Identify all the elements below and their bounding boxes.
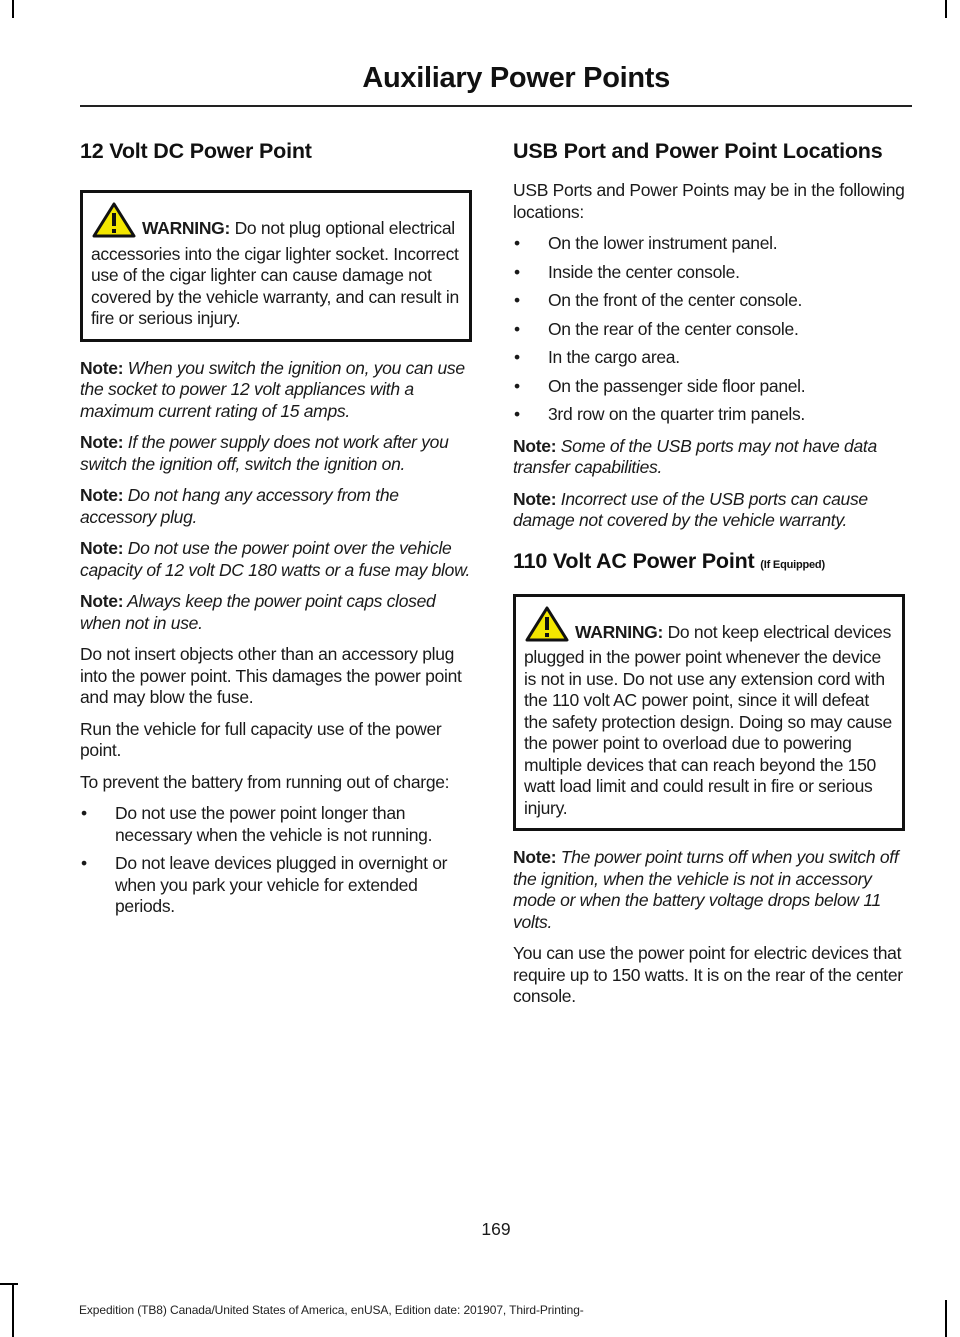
bullet-dot: • [514, 318, 520, 339]
warning-box [80, 190, 472, 342]
note-label: Note: [80, 357, 124, 378]
list-item-text: Do not leave devices plugged in overnight or when you park your vehicle for extended periods. [115, 853, 448, 916]
page-number: 169 [481, 1219, 511, 1239]
list-item [513, 262, 905, 284]
note-text: Do not use the power point over the vehicle capacity of 12 volt DC 180 watts or a fuse may blow. [80, 538, 471, 580]
page-title: Auxiliary Power Points [362, 62, 670, 94]
note-label: Note: [80, 591, 124, 611]
note-text: Incorrect use of the USB ports can cause damage not covered by the vehicle warranty. [513, 488, 868, 530]
left-column [80, 140, 472, 928]
warning-label: WARNING: [142, 218, 231, 238]
bullet-dot: • [514, 404, 520, 424]
bullet-dot: • [514, 233, 520, 253]
paragraph: Run the vehicle for full capacity use of the power point. [80, 718, 442, 760]
crop-mark [945, 1300, 947, 1337]
note-label: Note: [513, 488, 557, 509]
list-item [513, 233, 905, 255]
note-text: Always keep the power point caps closed when not in use. [80, 591, 436, 633]
warning-triangle-icon [525, 606, 569, 648]
bullet-dot: • [514, 347, 520, 367]
crop-mark [0, 1283, 18, 1285]
bullet-list [80, 803, 472, 918]
bullet-list [513, 233, 905, 426]
list-item [513, 290, 905, 312]
warning-text: Do not keep electrical devices plugged in the power point whenever the device is not in use. Do not use any extension cord with the 110 volt AC power point, since it will defeat the safety protection design. Doing so may cause the power point to overload due to powering multiple devices that can reach beyond the 150 watt load limit and could result in fire or serious injury. [524, 621, 892, 818]
note [513, 489, 905, 532]
bullet-dot: • [514, 261, 520, 282]
bullet-dot: • [514, 290, 520, 310]
list-item-text: On the lower instrument panel. [548, 233, 778, 253]
warning-triangle-icon [92, 202, 136, 244]
list-item [80, 853, 472, 918]
warning-text: Do not plug optional electrical accessories into the cigar lighter socket. Incorrect use of the cigar lighter can cause damage not covered by the vehicle warranty, and can result in fire or serious injury. [91, 218, 459, 328]
list-item-text: On the front of the center console. [548, 290, 803, 310]
section-heading-usb-locations: USB Port and Power Point Locations [513, 139, 883, 163]
section-heading-110v-text: 110 Volt AC Power Point [513, 548, 755, 573]
list-item-text: 3rd row on the quarter trim panels. [548, 404, 805, 424]
list-item [513, 404, 905, 426]
note [513, 436, 905, 479]
note-label: Note: [80, 485, 124, 505]
paragraph: Do not insert objects other than an accessory plug into the power point. This damages the power point and may blow the fuse. [80, 644, 462, 707]
note-text: The power point turns off when you switch off the ignition, when the vehicle is not in accessory mode or when the battery voltage drops below 11 volts. [513, 847, 899, 932]
warning-box [513, 594, 905, 832]
note-text: Some of the USB ports may not have data transfer capabilities. [513, 435, 877, 477]
list-item-text: On the passenger side floor panel. [548, 375, 806, 396]
note-label: Note: [513, 847, 557, 867]
right-column [513, 140, 905, 1018]
note-label: Note: [80, 432, 124, 452]
list-item [513, 319, 905, 341]
section-heading-110v [513, 550, 905, 577]
paragraph: USB Ports and Power Points may be in the following locations: [513, 180, 905, 222]
warning-label: WARNING: [575, 621, 664, 642]
bullet-dot: • [81, 803, 87, 823]
note [80, 432, 472, 475]
note [80, 538, 472, 581]
header-rule [80, 105, 912, 107]
list-item-text: Inside the center console. [548, 261, 740, 282]
note-label: Note: [513, 435, 557, 456]
note [80, 591, 472, 634]
list-item [80, 803, 472, 846]
crop-mark [12, 1283, 14, 1337]
bullet-dot: • [81, 853, 87, 873]
list-item [513, 376, 905, 398]
note-label: Note: [80, 538, 124, 558]
note [513, 847, 905, 933]
bullet-dot: • [514, 375, 520, 396]
list-item-text: Do not use the power point longer than necessary when the vehicle is not running. [115, 803, 433, 845]
footer-edition: Expedition (TB8) Canada/United States of America, enUSA, Edition date: 201907, Third-Printing- [79, 1303, 584, 1317]
crop-mark [12, 0, 14, 18]
note [80, 358, 472, 423]
note-text: Do not hang any accessory from the accessory plug. [80, 485, 399, 527]
list-item [513, 347, 905, 369]
crop-mark [945, 0, 947, 18]
list-item-text: In the cargo area. [548, 347, 680, 367]
note-text: When you switch the ignition on, you can use the socket to power 12 volt appliances with a maximum current rating of 15 amps. [80, 357, 465, 421]
list-item-text: On the rear of the center console. [548, 318, 799, 339]
paragraph: To prevent the battery from running out of charge: [80, 771, 450, 792]
paragraph: You can use the power point for electric devices that require up to 150 watts. It is on the rear of the center console. [513, 943, 903, 1006]
if-equipped-qualifier: (If Equipped) [760, 558, 825, 571]
note-text: If the power supply does not work after you switch the ignition off, switch the ignition on. [80, 432, 449, 474]
section-heading-12v: 12 Volt DC Power Point [80, 139, 312, 163]
note [80, 485, 472, 528]
